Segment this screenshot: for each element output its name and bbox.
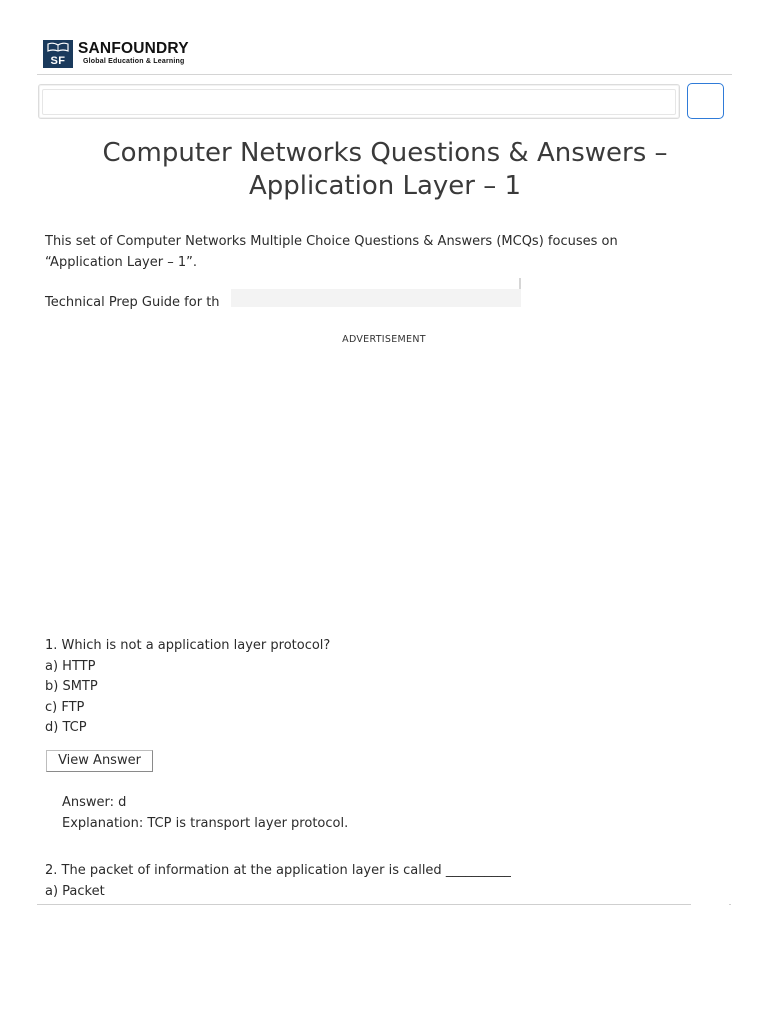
- content-divider: [37, 904, 691, 905]
- page-title: Computer Networks Questions & Answers – Application Layer – 1: [102, 138, 668, 201]
- option-d: d) TCP: [45, 720, 87, 735]
- question-text: 2. The packet of information at the application layer is called __________: [45, 863, 511, 878]
- explanation-text: Explanation: TCP is transport layer protocol.: [62, 815, 349, 831]
- prep-guide-overlay: [231, 289, 521, 307]
- prep-guide-prefix: Technical Prep Guide for th: [45, 295, 220, 310]
- question-1: [45, 636, 695, 739]
- site-tagline: Global Education & Learning: [83, 58, 185, 65]
- question-text: 1. Which is not a application layer protocol?: [45, 638, 331, 653]
- view-answer-button[interactable]: View Answer: [46, 750, 153, 772]
- option-a: a) Packet: [45, 883, 105, 899]
- answer-text: Answer: d: [62, 795, 127, 810]
- search-button[interactable]: [687, 83, 724, 119]
- answer-block: [62, 793, 682, 834]
- search-field[interactable]: [42, 89, 676, 115]
- advertisement-label: ADVERTISEMENT: [342, 334, 426, 345]
- option-b: b) SMTP: [45, 679, 98, 694]
- logo-mark: SF: [50, 55, 66, 67]
- divider-end: [729, 904, 731, 905]
- option-c: c) FTP: [45, 699, 85, 715]
- intro-text: This set of Computer Networks Multiple Choice Questions & Answers (MCQs) focuses on “Application Layer – 1”.: [45, 234, 618, 270]
- search-input[interactable]: [38, 84, 680, 119]
- logo-icon[interactable]: [43, 40, 73, 68]
- question-2: [45, 861, 695, 902]
- option-a: a) HTTP: [45, 658, 96, 674]
- book-icon: [47, 42, 69, 52]
- overlay-edge: [519, 278, 521, 289]
- site-name[interactable]: SANFOUNDRY: [78, 40, 189, 57]
- site-header: [37, 36, 732, 75]
